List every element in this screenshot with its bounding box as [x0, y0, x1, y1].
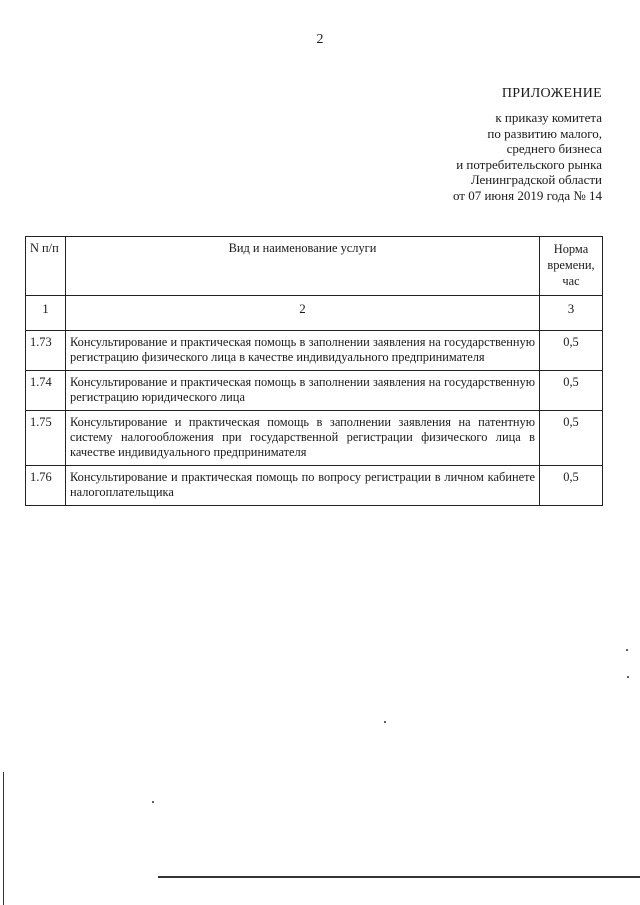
- row-num: 1.74: [26, 371, 66, 411]
- row-name: Консультирование и практическая помощь по вопросу регистрации в личном кабинете налогоплательщика: [66, 466, 540, 506]
- row-norm: 0,5: [540, 466, 603, 506]
- index-cell-3: 3: [540, 296, 603, 331]
- scan-artifact-speck: [627, 676, 629, 678]
- appendix-line: по развитию малого,: [487, 125, 602, 141]
- table-header-row: [26, 237, 603, 296]
- row-num: 1.76: [26, 466, 66, 506]
- row-norm: 0,5: [540, 331, 603, 371]
- row-name: Консультирование и практическая помощь в заполнении заявления на государственную регистрацию физического лица в качестве индивидуального предпринимателя: [66, 331, 540, 371]
- row-num: 1.75: [26, 411, 66, 466]
- appendix-line: и потребительского рынка: [456, 156, 602, 172]
- index-cell-2: 2: [66, 296, 540, 331]
- table-row: [26, 411, 603, 466]
- table-index-row: [26, 296, 603, 331]
- appendix-line: от 07 июня 2019 года № 14: [452, 187, 602, 203]
- header-norm: Норма времени, час: [540, 237, 603, 296]
- header-num: N п/п: [26, 237, 66, 296]
- appendix-line: Ленинградской области: [470, 172, 602, 188]
- scan-artifact-speck: [626, 649, 628, 651]
- scan-artifact-bottom-line: [158, 876, 640, 878]
- appendix-title: ПРИЛОЖЕНИЕ: [501, 86, 602, 101]
- scan-artifact-left-line: [3, 772, 4, 905]
- row-norm: 0,5: [540, 411, 603, 466]
- appendix-reference: [453, 110, 602, 204]
- table-row: [26, 371, 603, 411]
- page-number: 2: [316, 32, 324, 47]
- row-name: Консультирование и практическая помощь в заполнении заявления на патентную систему налогообложения при государственной регистрации физического лица в качестве индивидуального предпринимателя: [66, 411, 540, 466]
- table-row: [26, 331, 603, 371]
- row-name: Консультирование и практическая помощь в заполнении заявления на государственную регистрацию юридического лица: [66, 371, 540, 411]
- scan-artifact-speck: [384, 721, 386, 723]
- services-table: [25, 236, 603, 506]
- row-norm: 0,5: [540, 371, 603, 411]
- index-cell-1: 1: [26, 296, 66, 331]
- table-row: [26, 466, 603, 506]
- scan-artifact-speck: [152, 801, 154, 803]
- appendix-line: к приказу комитета: [495, 110, 602, 125]
- appendix-line: среднего бизнеса: [506, 141, 602, 157]
- row-num: 1.73: [26, 331, 66, 371]
- header-name: Вид и наименование услуги: [66, 237, 540, 296]
